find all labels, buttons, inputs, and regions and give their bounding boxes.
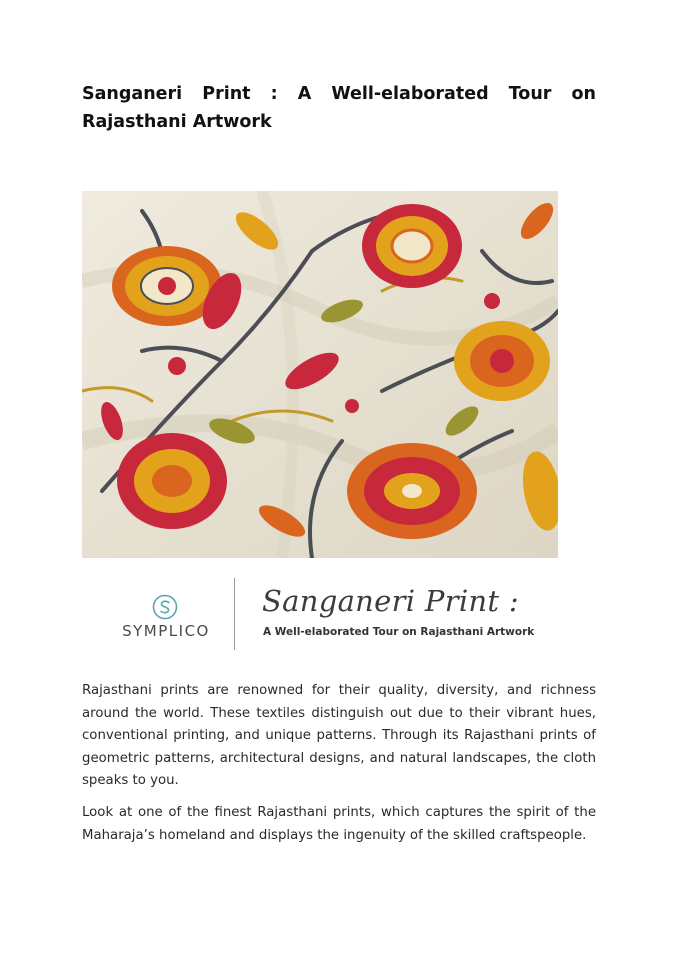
sanganeri-floral-fabric-image — [82, 191, 558, 558]
symplico-logo-icon — [152, 594, 178, 620]
fabric-photo — [82, 191, 558, 558]
article-title: Sanganeri Print : A Well-elaborated Tour on Rajasthani Artwork — [82, 84, 596, 132]
banner-divider — [234, 578, 235, 650]
symplico-banner — [82, 568, 558, 660]
brand-name: SYMPLICO — [122, 622, 210, 640]
banner-subheading: A Well-elaborated Tour on Rajasthani Artwork — [263, 626, 535, 638]
paragraph-finest-prints: Look at one of the finest Rajasthani prints, which captures the spirit of the Maharaja’s homeland and displays the ingenuity of the skilled craftspeople. — [82, 805, 596, 843]
banner-heading: Sanganeri Print : — [262, 584, 519, 618]
paragraph-intro: Rajasthani prints are renowned for their quality, diversity, and richness around the world. These textiles distinguish out due to their vibrant hues, conventional printing, and unique patterns. Through its Rajasthani prints of geometric patterns, architectural designs, and natural landscapes, the cloth speaks to you. — [82, 683, 596, 788]
